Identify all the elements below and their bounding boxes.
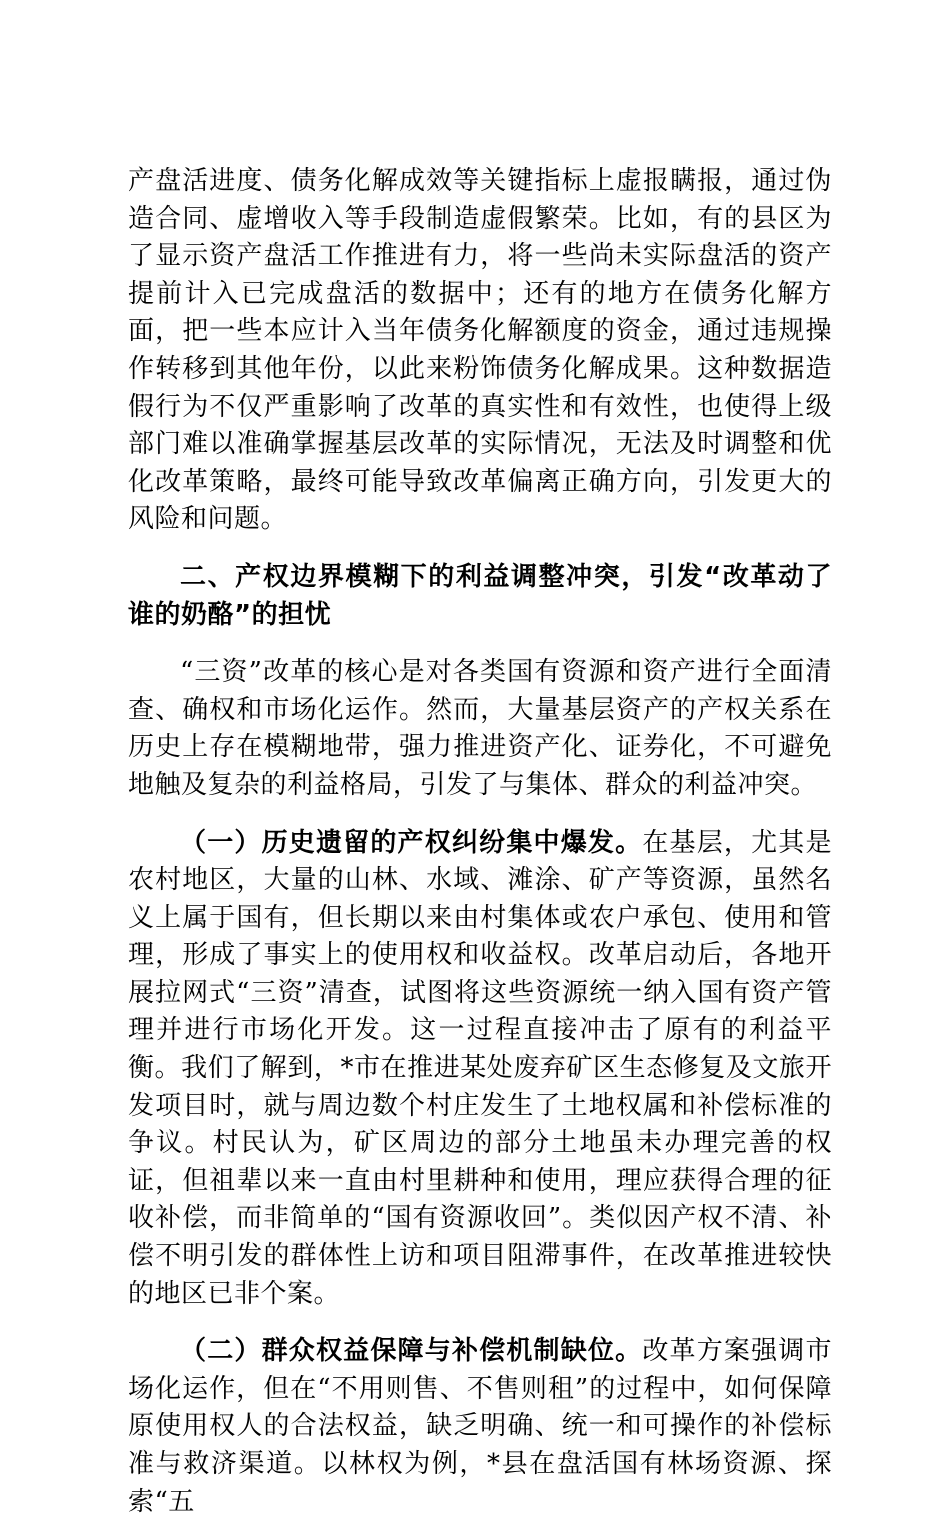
subheading-2: （二）群众权益保障与补偿机制缺位。 [180, 1336, 643, 1367]
body-paragraph-4 [128, 1333, 832, 1521]
body-paragraph-3 [128, 825, 832, 1314]
document-page [128, 163, 832, 1521]
section-heading-2: 二、产权边界模糊下的利益调整冲突，引发“改革动了谁的奶酪”的担忧 [128, 561, 832, 630]
body-paragraph-2: “三资”改革的核心是对各类国有资源和资产进行全面清查、确权和市场化运作。然而，大量基层资产的产权关系在历史上存在模糊地带，强力推进资产化、证券化，不可避免地触及复杂的利益格局，引发了与集体、群众的利益冲突。 [128, 657, 832, 800]
body-paragraph-1: 产盘活进度、债务化解成效等关键指标上虚报瞒报，通过伪造合同、虚增收入等手段制造虚假繁荣。比如，有的县区为了显示资产盘活工作推进有力，将一些尚未实际盘活的资产提前计入已完成盘活的数据中；还有的地方在债务化解方面，把一些本应计入当年债务化解额度的资金，通过违规操作转移到其他年份，以此来粉饰债务化解成果。这种数据造假行为不仅严重影响了改革的真实性和有效性，也使得上级部门难以准确掌握基层改革的实际情况，无法及时调整和优化改革策略，最终可能导致改革偏离正确方向，引发更大的风险和问题。 [128, 166, 832, 535]
body-paragraph-4-text: 改革方案强调市场化运作，但在“不用则售、不售则租”的过程中，如何保障原使用权人的合法权益，缺乏明确、统一和可操作的补偿标准与救济渠道。以林权为例，*县在盘活国有林场资源、探索“五 [128, 1336, 832, 1517]
body-paragraph-3-text: 在基层，尤其是农村地区，大量的山林、水域、滩涂、矿产等资源，虽然名义上属于国有，但长期以来由村集体或农户承包、使用和管理，形成了事实上的使用权和收益权。改革启动后，各地开展拉网式“三资”清查，试图将这些资源统一纳入国有资产管理并进行市场化开发。这一过程直接冲击了原有的利益平衡。我们了解到，*市在推进某处废弃矿区生态修复及文旅开发项目时，就与周边数个村庄发生了土地权属和补偿标准的争议。村民认为，矿区周边的部分土地虽未办理完善的权证，但祖辈以来一直由村里耕种和使用，理应获得合理的征收补偿，而非简单的“国有资源收回”。类似因产权不清、补偿不明引发的群体性上访和项目阻滞事件，在改革推进较快的地区已非个案。 [128, 827, 832, 1309]
subheading-1: （一）历史遗留的产权纠纷集中爆发。 [180, 827, 643, 858]
